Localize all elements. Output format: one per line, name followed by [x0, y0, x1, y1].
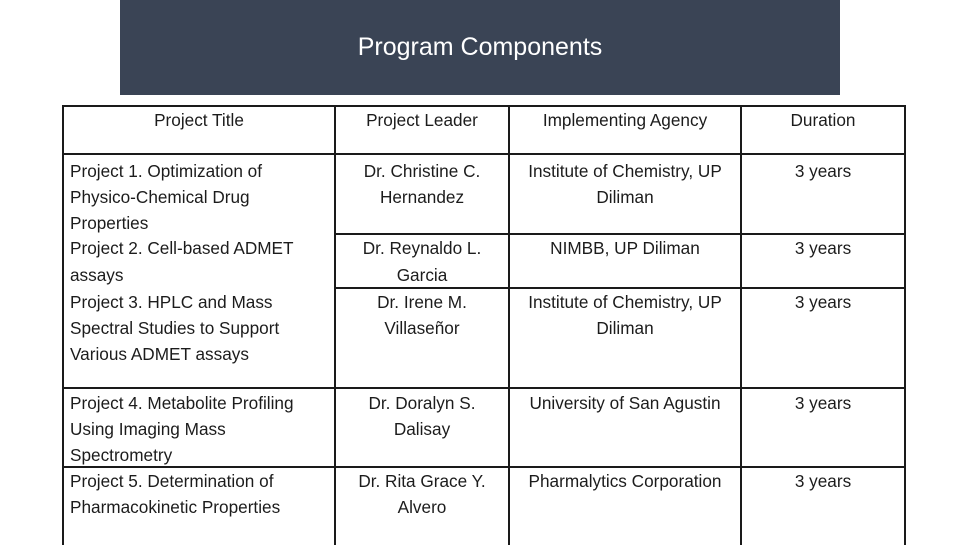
- duration-cell: 3 years: [794, 393, 852, 413]
- project-title-line: Pharmacokinetic Properties: [70, 497, 281, 517]
- implementing-agency-line: Institute of Chemistry, UP: [528, 292, 722, 312]
- project-leader-line: Dr. Christine C.: [363, 161, 481, 181]
- duration-cell: 3 years: [794, 238, 852, 258]
- project-leader-line: Alvero: [397, 497, 447, 517]
- table-left-border: [62, 105, 64, 545]
- project-title-line: Project 2. Cell-based ADMET: [70, 238, 294, 258]
- page-title: Program Components: [357, 33, 603, 61]
- project-title-line: Project 4. Metabolite Profiling: [70, 393, 294, 413]
- project-leader-line: Dr. Reynaldo L.: [362, 238, 482, 258]
- project-leader-line: Villaseñor: [384, 318, 460, 338]
- implementing-agency-line: Diliman: [596, 318, 654, 338]
- project-title-line: Various ADMET assays: [70, 344, 249, 364]
- implementing-agency-line: Pharmalytics Corporation: [528, 471, 722, 491]
- row-divider: [62, 387, 906, 389]
- duration-cell: 3 years: [794, 161, 852, 181]
- project-title-line: Spectral Studies to Support: [70, 318, 280, 338]
- project-leader-line: Dr. Rita Grace Y.: [358, 471, 486, 491]
- implementing-agency-line: University of San Agustin: [529, 393, 721, 413]
- table-right-border: [904, 105, 906, 545]
- implementing-agency-line: NIMBB, UP Diliman: [550, 238, 700, 258]
- project-title-line: Project 1. Optimization of: [70, 161, 263, 181]
- project-leader-line: Hernandez: [379, 187, 465, 207]
- project-leader-line: Dr. Doralyn S.: [368, 393, 476, 413]
- column-header-project-leader: Project Leader: [366, 110, 478, 130]
- duration-cell: 3 years: [794, 292, 852, 312]
- project-title-line: Project 5. Determination of: [70, 471, 274, 491]
- duration-cell: 3 years: [794, 471, 852, 491]
- project-leader-line: Garcia: [396, 265, 448, 285]
- column-header-project-title: Project Title: [154, 110, 244, 130]
- project-title-line: Using Imaging Mass: [70, 419, 226, 439]
- title-banner: [120, 0, 840, 95]
- column-header-implementing-agency: Implementing Agency: [542, 110, 708, 130]
- project-leader-line: Dalisay: [393, 419, 451, 439]
- column-header-duration: Duration: [790, 110, 856, 130]
- project-title-line: assays: [70, 265, 124, 285]
- header-row-divider: [62, 153, 906, 155]
- project-title-line: Physico-Chemical Drug: [70, 187, 250, 207]
- project-leader-line: Dr. Irene M.: [377, 292, 467, 312]
- program-components-table: [62, 105, 906, 545]
- project-title-line: Project 3. HPLC and Mass: [70, 292, 273, 312]
- implementing-agency-line: Diliman: [596, 187, 654, 207]
- implementing-agency-line: Institute of Chemistry, UP: [528, 161, 722, 181]
- project-title-line: Spectrometry: [70, 445, 173, 465]
- project-title-line: Properties: [70, 213, 149, 233]
